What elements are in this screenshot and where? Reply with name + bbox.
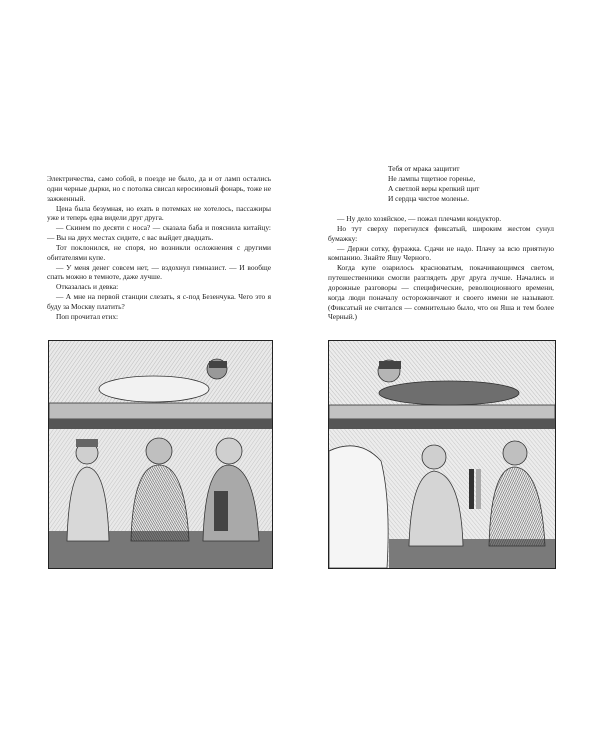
- paragraph: Но тут сверху перегнулся фиксатый, широким жестом сунул бумажку:: [328, 223, 554, 243]
- poem-line: А светлой веры крепкий щит: [388, 183, 480, 193]
- poem-line: Не лампы тщетное горенье,: [388, 173, 476, 183]
- paragraph: Тот поклонился, не споря, но возникли осложнения с другими обитателями купе.: [47, 242, 271, 262]
- right-text-block: [328, 214, 554, 322]
- compartment-people-illustration: [328, 340, 556, 569]
- paragraph: — Ну дело хозяйское, — пожал плечами кондуктор.: [337, 214, 502, 223]
- paragraph: — У меня денег совсем нет, — вздохнул гимназист. — И вообще спать можно в темноте, даже лучше.: [47, 262, 271, 282]
- right-page: [300, 0, 600, 750]
- paragraph: Поп прочитал етих:: [56, 311, 119, 321]
- paragraph: Электричества, само собой, в поезде не было, да и от ламп остались одни черные дырки, но с потолка свисал керосиновый фонарь, тоже не зажженный.: [47, 174, 271, 203]
- poem-quote: [388, 164, 479, 203]
- paragraph: Когда купе озарилось красноватым, покачивающимся светом, путешественники смогли разглядеть друг друга лучше. Начались и дорожные разговоры — специфические, революционного времени, когда люди поначалу осторожничают и своего имени не называют. (Фиксатый не считался — сомнительно было, что он Яша и тем более Черный.): [328, 263, 554, 322]
- paragraph: — Держи сотку, фуражка. Сдачи не надо. Плачу за всю приятную компанию. Знайте Яшу Черного.: [328, 243, 554, 263]
- illustration-drawing: [49, 341, 272, 568]
- paragraph: Цена была безумная, но ехать в потемках не хотелось, пассажиры уже и теперь едва видели друг друга.: [47, 203, 271, 223]
- left-text-block: [47, 174, 271, 322]
- paragraph: Отказалась и девка:: [56, 282, 119, 292]
- illustration-drawing: [329, 341, 555, 568]
- poem-line: Тебя от мрака защитит: [388, 164, 460, 173]
- train-compartment-illustration: [48, 340, 273, 569]
- poem-line: И сердца чистое моленье.: [388, 193, 469, 203]
- paragraph: — А мне на первой станции слезать, я с-под Безенчука. Чего это я буду за Москву платить?: [47, 292, 271, 311]
- paragraph: — Скинем по десяти с носа? — сказала баба и пояснила китайцу: — Вы на двух местах сидите, с вас выйдет двадцать.: [47, 223, 271, 243]
